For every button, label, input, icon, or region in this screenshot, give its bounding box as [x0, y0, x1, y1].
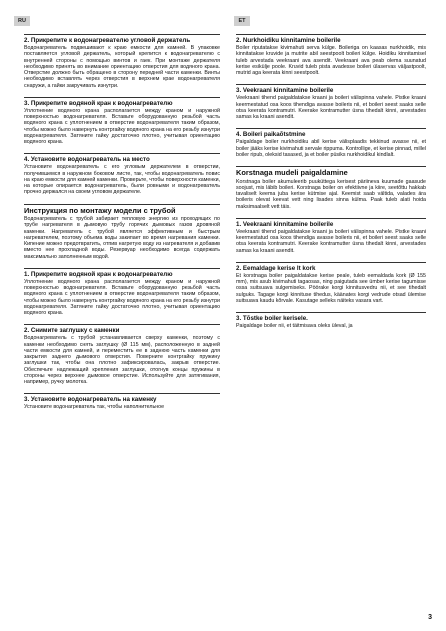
- et-section-1: [236, 34, 426, 76]
- section-heading: 1. Прикрепите водяной кран к водонагревателю: [24, 270, 173, 278]
- section-text: Уплотнение водяного крана располагается между краном и наружной поверхностью водонагревателя. Вставьте оборудованную резьбой часть водяного крана с уплотнением в отверстие водонагревателя таким образом, чтобы можно было навернуть контргайку водяного крана на его резьбу изнутри водонагревателя. Затяните гайку достаточно плотно, учитывая ориентацию водяного крана.: [24, 107, 220, 145]
- language-tab-ru: RU: [14, 16, 30, 26]
- ru-section-2: [24, 97, 220, 146]
- section-heading: 3. Установите водонагреватель на каменку: [24, 396, 157, 404]
- section-text: Boiler riputatakse kivimahuti serva külge. Boileriga on kaasas nurkhoidik, mis kinnitatakse kruvide ja mutrite abil seestpoolt boileri külge. Hoidiku kinnitamisel tuleb arvestada veekraani ava asendit. Veekraani ava peab olema suunatud kerise esikülje poole. Kruvid tuleb pista avadesse boileri ülaservas väljastpoolt, mutrid aga keerata kinni seestpoolt.: [236, 45, 426, 76]
- section-heading: 2. Nurkhoidiku kinnitamine boilerile: [236, 37, 341, 44]
- et-section-5: [236, 218, 426, 254]
- section-text: Установите водонагреватель с его угловым держателем в отверстии, получившемся в наружном боковом листе, так, чтобы водонагреватель повис на краю емкости для камней каменки. Проверьте, чтобы поверхности каменки, на которые опирается водонагреватель, были ровными и водонагреватель прочно держался на своем угловом держателе.: [24, 164, 220, 196]
- section-heading: 2. Eemaldage kerise lt kork: [236, 264, 316, 272]
- section-heading: 4. Установите водонагреватель на место: [24, 156, 150, 164]
- ru-section-4: [24, 204, 220, 260]
- section-text: Водонагреватель с трубой забирает тепловую энергию из проходящих по трубе нагревателя в дымовую трубу горячих дымовых газов дровяной каменки. Нагреватель с трубой является эффективным и быстрым нагревателем, поэтому объема воды закипает во время нагревания каменки. Кипение можно предотвратить, отпив нагретую воду из нагревателя и добавив вместо нее прохладной воды. Резервуар необходимо всегда содержать максимально заполненным водой.: [24, 216, 220, 260]
- section-text: Veekraani tihend paigaldatakse kraani ja boileri välispinna vahele. Pistke kraani keermestatud osa koos tihendiga avasse boileris nii, et boileri seest saaks selle otsa keerata kontramutri. Keerake kontramutter üsna tihedalt kinni, arvestades samas ka kraani asendit.: [236, 228, 426, 254]
- et-section-4: [236, 166, 426, 210]
- section-heading: 3. Veekraani kinnitamine boilerile: [236, 87, 334, 95]
- section-heading: 2. Снимите заглушку с каменки: [24, 327, 120, 335]
- section-text: Veekraani tihend paigaldatakse kraani ja boileri välispinna vahele. Pistke kraani keermestatud osa koos tihendiga avasse boileris nii, et boileri seest saaks selle otsa keerata kontramutri. Keerake kontramutter üsna tihedalt kinni, arvestades samas ka kraani asendit.: [236, 95, 426, 120]
- et-section-3: [236, 128, 426, 158]
- section-heading: 3. Прикрепите водяной кран к водонагревателю: [24, 99, 173, 107]
- section-text: Paigaldage boiler nii, et täitmisava oleks üleval, ja: [236, 323, 353, 329]
- section-text: Уплотнение водяного крана располагается между краном и наружной поверхностью водонагревателя. Вставьте оборудованную резьбой часть водяного крана с уплотнением в отверстие водонагревателя таким образом, чтобы можно было навернуть контргайку водяного крана на его резьбу изнутри водонагревателя. Затяните гайку достаточно плотно, учитывая ориентацию водяного крана.: [24, 278, 220, 316]
- section-text: Водонагреватель подвешивают к краю емкости для камней. В упаковке поставляется угловой держатель, который крепится к водонагревателю с внутренней стороны с помощью винтов и гаек. При монтаже держателя необходимо принять во внимание ориентацию отверстия для водяного крана. Отверстие должно быть обращено в сторону передней части каменки. Винты необходимо вставлять через отверстия в верхнем крае водонагревателя снаружи, а гайки закручивать изнутри.: [24, 45, 220, 89]
- ru-section-1: [24, 34, 220, 89]
- section-heading: Korstnaga mudeli paigaldamine: [236, 168, 348, 177]
- et-section-2: [236, 84, 426, 120]
- section-heading: 3. Tõstke boiler kerisele.: [236, 315, 308, 322]
- language-tab-et: ET: [234, 16, 250, 26]
- section-heading: 2. Прикрепите к водонагревателю угловой держатель: [24, 37, 191, 44]
- russian-column: [24, 34, 220, 419]
- et-section-7: [236, 312, 426, 329]
- section-heading: Инструкция по монтажу модели с трубой: [24, 205, 176, 215]
- page-number: 3: [428, 614, 432, 621]
- et-section-6: [236, 262, 426, 304]
- section-heading: 4. Boileri paikaõtstmine: [236, 131, 306, 139]
- ru-section-6: [24, 324, 220, 385]
- section-text: Установите водонагреватель так, чтобы наполнительное: [24, 404, 165, 411]
- section-text: Водонагреватель с трубой устанавливается сверху каменки, поэтому с каменки необходимо снять заглушку (Ø 115 мм), расположенную в задней части емкости для камней, и переместить ее в заднюю часть каменки для закрытия заднего дымового отверстия. Поверните контргайку пружину заглушки так, чтобы она плотно зафиксировалась, закрыв отверстие. Обеспечьте надлежащий крепления заглушки, отогнув концы пружины в стороны через верхнее дымовое отверстие. Используйте для затягивания, например, ручку молотка.: [24, 335, 220, 385]
- section-text: Korstnaga boiler akumuleerib puuküttega kerisest päriineva kuumade gaasude soojust, mis läbib boileri. Korstnaga boiler on efektiivne ja kiire, seetõttu hakkab tavaliselt keema juba kerise kütmise ajal. Keemist saab vältida, valades ära boileris olevat keevat vett ning lisades sinna külma. Paak tuleb alati hoida maksimaalselt vett täis.: [236, 178, 426, 210]
- section-text: Paigaldage boiler nurkhoidiku abil kerise välisplaadis tekkinud avasse nii, et boiler jääks kerise kivimahuti servale rippuma. Kontrollige, et kerise pinnad, millel boiler ripub, oleksid tasased, ja et boiler püsiks nurkhoidikul kindlalt.: [236, 139, 426, 158]
- ru-section-5: [24, 268, 220, 317]
- section-heading: 1. Veekraani kinnitamine boilerile: [236, 220, 334, 228]
- ru-section-7: [24, 393, 220, 410]
- estonian-column: [236, 34, 426, 337]
- section-text: Et korstnaga boiler paigaldatakse kerise peale, tuleb eemaldada kork (Ø 155 mm), mis asub kivimahuti tagaosas, ning paigutada see ümber kerise tagumisse ossa suitsuava sulgemiseks. Pöörake korgi kinnitusvedru nii, et see tihedalt sulguks. Tagage korgi kinnituse tihedus, käänates korgi vedrude otsad ülemise suitsuava kaudu kõrvale. Kasutage selleks näiteks vasara vart.: [236, 272, 426, 304]
- ru-section-3: [24, 153, 220, 195]
